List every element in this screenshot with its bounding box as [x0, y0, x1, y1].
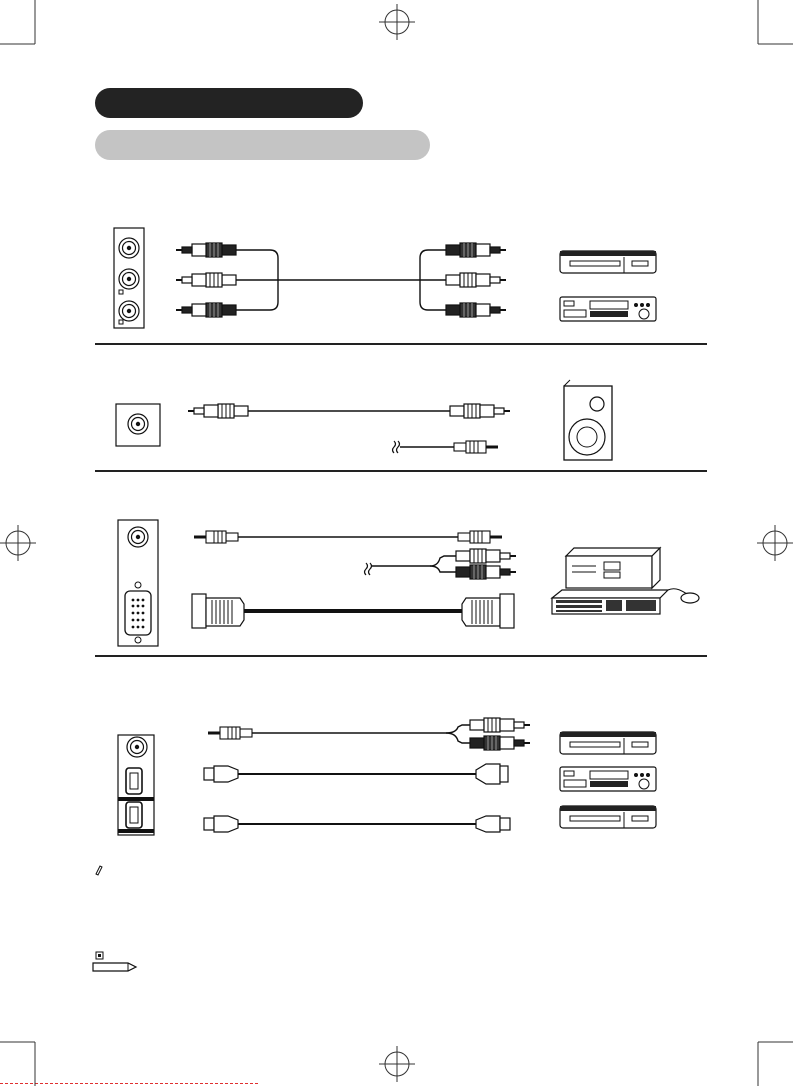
vcr-device [560, 251, 656, 273]
vcr-device [560, 732, 656, 754]
pc-input-panel [118, 520, 158, 646]
speaker-device [564, 380, 612, 460]
hdmi-dvi-cable [204, 764, 508, 784]
dvd-device [560, 767, 656, 791]
audio-cable [188, 404, 510, 453]
pc-audio-cable [194, 531, 516, 579]
hdmi-cable [204, 816, 510, 832]
audio-out-panel [116, 404, 160, 446]
vga-cable [192, 594, 514, 628]
av-cable [176, 243, 506, 317]
hdmi-input-panel [118, 735, 154, 835]
av-input-panel [114, 228, 144, 328]
set-top-box-device [560, 806, 656, 828]
pencil-icon [96, 866, 102, 875]
hdmi-audio-cable [208, 718, 530, 750]
personal-computer-device [552, 548, 699, 614]
memo-pencil-icon [93, 952, 136, 971]
dvd-device [560, 297, 656, 321]
